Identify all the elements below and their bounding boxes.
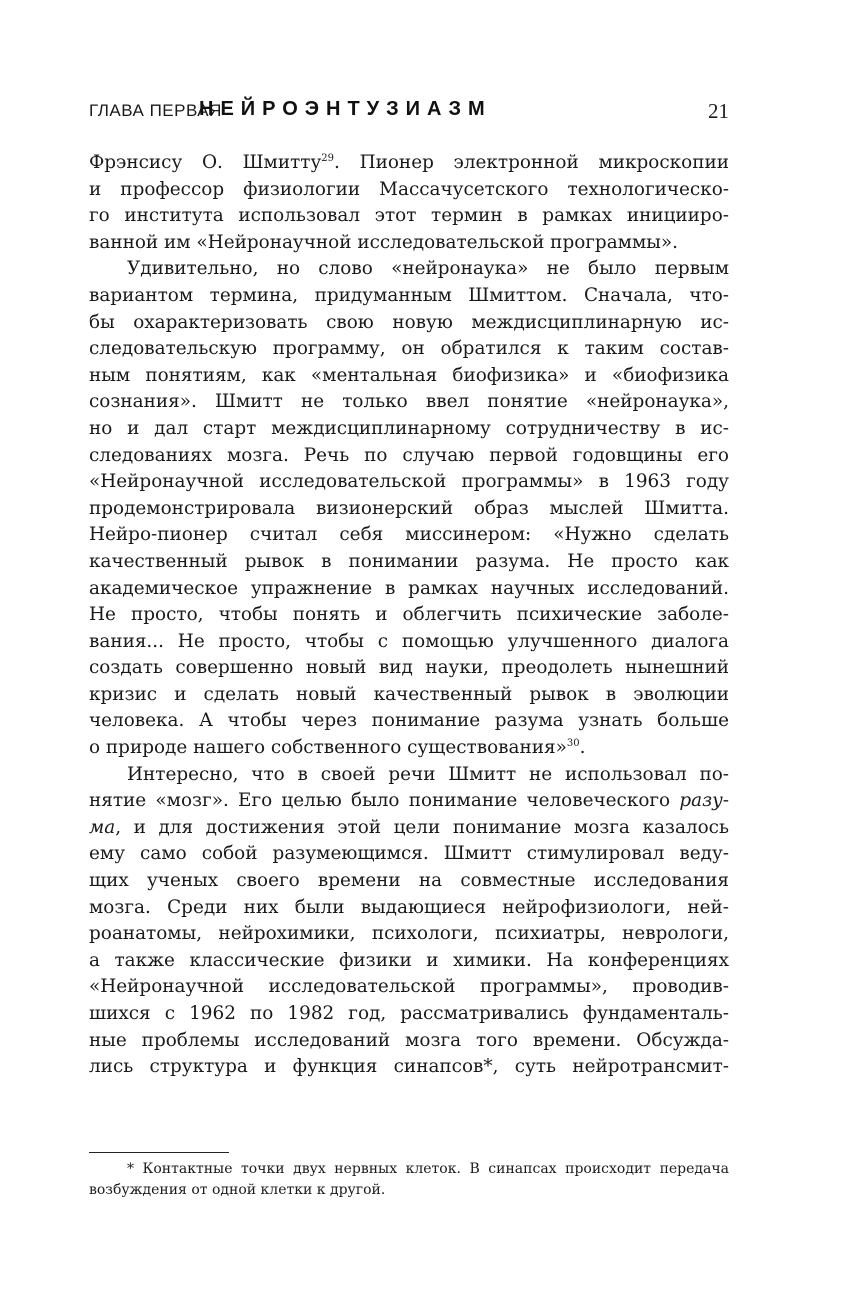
footnote-line: возбуждения от одной клетки к другой. — [89, 1182, 386, 1198]
text-line: шихся с 1962 по 1982 год, рассматривались фундаменталь- — [89, 1003, 729, 1024]
text-line: человека. А чтобы через понимание разума узнать больше — [89, 710, 729, 732]
text-line: сознания». Шмитт не только ввел понятие «нейронаука», — [89, 391, 729, 413]
emphasis: ма — [89, 816, 116, 838]
footnote — [89, 1159, 729, 1201]
text-line: а также классические физики и химики. На конференциях — [89, 949, 729, 971]
text-line: «Нейронаучной исследовательской программы» в 1963 году — [89, 471, 729, 493]
text-line: роанатомы, нейрохимики, психологи, психиатры, неврологи, — [89, 923, 729, 945]
emphasis: разу- — [679, 790, 729, 812]
text-line: Удивительно, но слово «нейронаука» не было первым — [127, 258, 729, 280]
text-line: ным понятиям, как «ментальная биофизика» и «биофизика — [89, 364, 729, 386]
text-line: о природе нашего собственного существования»$^{30}$. — [89, 737, 586, 759]
text-line: Нейро-пионер считал себя миссинером: «Нужно сделать — [89, 524, 729, 546]
text-line: ные проблемы исследований мозга того времени. Обсужда- — [89, 1029, 729, 1051]
text-line: кризис и сделать новый качественный рывок в эволюции — [89, 683, 729, 705]
text-line: вания... Не просто, чтобы с помощью улучшенного диалога — [89, 630, 729, 652]
text-line: и профессор физиологии Массачусетского технологическо- — [89, 178, 729, 200]
text-line: Интересно, что в своей речи Шмитт не использовал по- — [127, 763, 729, 785]
text-line: следованиях мозга. Речь по случаю первой годовщины его — [89, 444, 729, 466]
text-line: «Нейронаучной исследовательской программы», проводив- — [89, 976, 729, 998]
text-line: качественный рывок в понимании разума. Не просто как — [89, 550, 729, 572]
footnote-ref: 30 — [566, 738, 580, 750]
text-line: лись структура и функция синапсов*, суть нейротрансмит- — [89, 1056, 729, 1078]
text-line: ему само собой разумеющимся. Шмитт стимулировал веду- — [89, 843, 729, 865]
text-line: продемонстрировала визионерский образ мыслей Шмитта. — [89, 497, 729, 519]
text-line: ванной им «Нейронаучной исследовательской программы». — [89, 231, 679, 253]
text-line: создать совершенно новый вид науки, преодолеть нынешний — [89, 657, 729, 679]
page-number: 21 — [708, 99, 729, 123]
text-line: академическое упражнение в рамках научных исследований. — [89, 577, 729, 599]
text-line: нятие «мозг». Его целью было понимание человеческого разу- — [89, 790, 729, 812]
text-line: бы охарактеризовать свою новую междисциплинарную ис- — [89, 311, 729, 333]
text-line: мозга. Среди них были выдающиеся нейрофизиологи, ней- — [89, 896, 729, 918]
footnote-line: * Контактные точки двух нервных клеток. В синапсах происходит передача — [127, 1161, 729, 1177]
text-line: следовательскую программу, он обратился к таким состав- — [89, 338, 729, 360]
text-line: го института использовал этот термин в рамках инициирo- — [89, 205, 729, 227]
text-line: Фрэнсису О. Шмитту$^{29}$. Пионер электронной микроскопии — [89, 152, 729, 173]
text-line: ма, и для достижения этой цели понимание мозга казалось — [89, 816, 729, 838]
footnote-divider — [89, 1152, 229, 1153]
running-head — [89, 98, 729, 124]
text-line: щих ученых своего времени на совместные исследования — [89, 870, 729, 892]
body-text — [89, 150, 729, 1081]
footnote-ref: 29 — [321, 153, 335, 164]
chapter-title: НЕЙРОЭНТУЗИАЗМ — [199, 98, 492, 120]
text-line: Не просто, чтобы понять и облегчить психические заболе- — [89, 604, 729, 626]
text-line: вариантом термина, придуманным Шмиттом. Сначала, что- — [89, 284, 729, 306]
chapter-label: ГЛАВА ПЕРВАЯ — [89, 101, 222, 120]
text-line: но и дал старт междисциплинарному сотрудничеству в ис- — [89, 417, 729, 439]
